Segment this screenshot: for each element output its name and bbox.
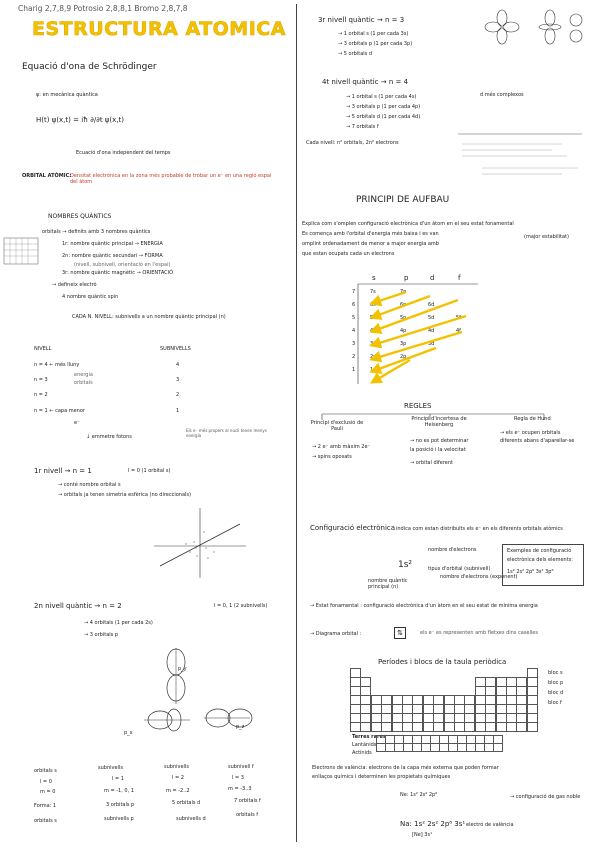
config-label: tipus d'orbital (subnivell) bbox=[428, 566, 491, 572]
periodic-cell bbox=[475, 722, 486, 732]
level2-title: 2n nivell quàntic → n = 2 bbox=[34, 602, 122, 610]
bottom-foot: orbitals s bbox=[34, 818, 57, 824]
rule-body: → els e⁻ ocupen orbitals bbox=[500, 430, 561, 436]
aufbau-arrows bbox=[356, 288, 486, 384]
level3-item: → 5 orbitals d bbox=[338, 51, 373, 57]
aufbau-level: 3 bbox=[352, 341, 356, 347]
periodic-cell bbox=[444, 722, 455, 732]
column-divider bbox=[296, 4, 297, 842]
aufbau-level: 2 bbox=[352, 354, 356, 360]
equation-caption: Ecuació d'ona independent del temps bbox=[76, 150, 171, 156]
level1-sub: l = 0 (1 orbital s) bbox=[128, 468, 171, 474]
bottom-foot: orbitals f bbox=[236, 812, 259, 818]
aufbau-level: 6 bbox=[352, 302, 356, 308]
periodic-cell bbox=[485, 722, 496, 732]
periodic-table bbox=[350, 668, 538, 732]
level4-item: → 3 orbitals p (1 per cada 4p) bbox=[346, 104, 421, 110]
aufbau-line: Explica com s'omplen configuració electrònica d'un àtom en el seu estat fonamental bbox=[302, 221, 514, 227]
bottom-col-n: m = 0 bbox=[40, 789, 56, 795]
aufbau-orbital: 4s bbox=[370, 328, 376, 334]
level2-item: → 4 orbitals (1 per cada 2s) bbox=[84, 620, 153, 626]
bottom-col-n: m = -1, 0, 1 bbox=[104, 788, 134, 794]
aufbau-orbital: 1s bbox=[370, 367, 376, 373]
d-orbitals-diagram bbox=[482, 8, 590, 46]
table-row-level: n = 3 bbox=[34, 377, 48, 383]
periodic-cell bbox=[350, 722, 361, 732]
table-side-2: orbitals bbox=[74, 380, 93, 386]
periodic-grid-icon bbox=[4, 238, 38, 264]
sodium-sub: [Ne] 3s¹ bbox=[412, 832, 433, 838]
table-header-level: NIVELL bbox=[34, 346, 52, 352]
schrodinger-equation: H(t) ψ(x,t) = iħ ∂/∂t ψ(x,t) bbox=[36, 116, 124, 124]
bottom-col-d: 7 orbitals f bbox=[234, 798, 261, 804]
level1-item: → orbitals ja tenen simetria esfèrica (no direccionals) bbox=[58, 492, 191, 498]
periodic-foot: Terres rares bbox=[352, 734, 386, 740]
aufbau-orbital: 5d bbox=[428, 315, 435, 321]
bottom-col-d: 5 orbitals d bbox=[172, 800, 201, 806]
periodic-cell bbox=[371, 722, 382, 732]
aufbau-orbital: 3p bbox=[400, 341, 407, 347]
aufbau-orbital: 6d bbox=[428, 302, 435, 308]
table-side-3: e⁻ bbox=[74, 420, 80, 426]
bottom-foot: subnivells d bbox=[176, 816, 206, 822]
bottom-col-head: subnivells bbox=[164, 764, 189, 770]
rule-title: Principi d'exclusió de Pauli bbox=[310, 420, 364, 433]
rule-body: → no es pot determinar bbox=[410, 438, 469, 444]
lanthanide-rows bbox=[376, 735, 506, 753]
periodic-cell bbox=[392, 722, 403, 732]
aufbau-orbital: 4f bbox=[456, 328, 461, 334]
periodic-cell bbox=[454, 722, 465, 732]
aufbau-line: omplint ordenadament de menor a major energia amb bbox=[302, 241, 439, 247]
level4-side: d més complexos bbox=[480, 92, 524, 98]
sodium-note: electró de valència bbox=[466, 822, 514, 828]
bottom-col-val: l = 0 bbox=[40, 779, 52, 785]
aufbau-orbital: 6s bbox=[370, 302, 376, 308]
electron-note: → defineix electró bbox=[52, 282, 97, 288]
periodic-cell bbox=[381, 722, 392, 732]
diag-col-s: s bbox=[372, 274, 376, 282]
sodium-example: Na: 1s² 2s² 2p⁶ 3s¹ bbox=[400, 820, 466, 828]
s-orbital-diagram bbox=[150, 506, 250, 580]
aufbau-orbital: 2s bbox=[370, 354, 376, 360]
bottom-col-head: subnivell f bbox=[228, 764, 254, 770]
orbital-diagram-note: els e⁻ es representen amb fletxes dins caselles bbox=[420, 630, 538, 636]
periodic-cell bbox=[402, 722, 413, 732]
diag-col-f: f bbox=[458, 274, 461, 282]
level4-rule: Cada nivell: n² orbitals, 2n² electrons bbox=[306, 140, 399, 146]
aufbau-orbital: 4d bbox=[428, 328, 435, 334]
table-header-sub: SUBNIVELLS bbox=[160, 346, 191, 352]
bottom-col-n: m = -3..3 bbox=[228, 786, 252, 792]
level1-title: 1r nivell → n = 1 bbox=[34, 467, 92, 475]
level4-title: 4t nivell quàntic → n = 4 bbox=[322, 78, 409, 86]
aufbau-level: 1 bbox=[352, 367, 356, 373]
quantum-title: NOMBRES QUÀNTICS bbox=[48, 213, 112, 220]
orbital-def-label: ORBITAL ATÒMIC: bbox=[22, 173, 72, 179]
level1-item: → conté nombre orbital s bbox=[58, 482, 121, 488]
aufbau-side: (major estabilitat) bbox=[524, 234, 569, 240]
aufbau-orbital: 6p bbox=[400, 302, 407, 308]
diag-col-p: p bbox=[404, 274, 409, 282]
aufbau-orbital: 5p bbox=[400, 315, 407, 321]
rule-body: diferents abans d'aparellar-se bbox=[500, 438, 575, 444]
valence-line: enllaços químics i determinen les propietats químiques bbox=[312, 774, 451, 780]
rule-body: → spins oposats bbox=[312, 454, 352, 460]
bottom-col-val: l = 2 bbox=[172, 775, 184, 781]
aufbau-orbital: 5s bbox=[370, 315, 376, 321]
aufbau-title: PRINCIPI DE AUFBAU bbox=[356, 195, 450, 205]
p-orbitals-diagram bbox=[140, 648, 250, 738]
aufbau-orbital: 5f bbox=[456, 315, 461, 321]
periodic-cell bbox=[412, 722, 423, 732]
periodic-cell bbox=[516, 722, 527, 732]
periodic-foot: Actínids bbox=[352, 750, 372, 756]
aufbau-orbital: 2p bbox=[400, 354, 407, 360]
config-example: 1s² bbox=[398, 560, 413, 570]
orbital-label-pz: p_z bbox=[236, 724, 245, 730]
periodic-cell bbox=[493, 743, 503, 752]
periodic-cell bbox=[423, 722, 434, 732]
diag-col-d: d bbox=[430, 274, 435, 282]
rule-body: → 2 e⁻ amb màxim 2e⁻ bbox=[312, 444, 371, 450]
level4-item: → 7 orbitals f bbox=[346, 124, 379, 130]
config-box: Exemples de configuració electrònica dels elements: 1s² 2s² 2p⁶ 3s² 3p⁶ bbox=[502, 544, 584, 586]
aufbau-orbital: 7p bbox=[400, 289, 407, 295]
orbital-label-px: p_x bbox=[124, 730, 133, 736]
table-row-level: n = 1 ← capa menor bbox=[34, 408, 85, 414]
level2-item: → 3 orbitals p bbox=[84, 632, 119, 638]
rule-title: Regla de Hund bbox=[514, 416, 551, 422]
periodic-side: bloc s bbox=[548, 670, 563, 676]
periodic-side: bloc p bbox=[548, 680, 564, 686]
table-row-level: n = 2 bbox=[34, 392, 48, 398]
spin-note: 4 nombre quàntic spin bbox=[62, 294, 119, 300]
table-row-sub: 4 bbox=[176, 362, 180, 368]
qn-subnote: (nivell, subnivell, orientació en l'espai) bbox=[74, 262, 171, 268]
config-text: indica com estan distribuïts els e⁻ en els diferents orbitals atòmics bbox=[396, 526, 563, 532]
periodic-foot: Lantànids bbox=[352, 742, 377, 748]
aufbau-line: Es comença amb l'orbital d'energia més baixa i es van bbox=[302, 231, 439, 237]
config-label: nombre quàntic principal (n) bbox=[368, 578, 408, 591]
table-row-sub: 2 bbox=[176, 392, 180, 398]
notes-box bbox=[452, 128, 588, 188]
rule-body: la posició i la velocitat bbox=[410, 447, 466, 453]
orbitals-intro: orbitals → definits amb 3 nombres quàntics bbox=[42, 229, 151, 235]
level2-sub: l = 0, 1 (2 subnivells) bbox=[214, 603, 268, 609]
table-row-sub: 1 bbox=[176, 408, 180, 414]
noble-note: → configuració de gas noble bbox=[510, 794, 581, 800]
header-nav-line: Charig 2,7,8,9 Potrosio 2,8,8,1 Bromo 2,8,7,8 bbox=[18, 4, 188, 13]
equation-note: ψ: en mecànica quàntica bbox=[36, 92, 98, 98]
periodic-cell bbox=[496, 722, 507, 732]
aufbau-line: que estan ocupats cada un electrons bbox=[302, 251, 395, 257]
rule-body: → orbital diferent bbox=[410, 460, 454, 466]
aufbau-orbital: 3s bbox=[370, 341, 376, 347]
rule-title: Principi d'incertesa de Heisenberg bbox=[411, 416, 467, 429]
config-label: nombre d'electrons bbox=[428, 547, 477, 553]
periodic-cell bbox=[464, 722, 475, 732]
bottom-col-n: m = -2..2 bbox=[166, 788, 190, 794]
bottom-col-val: l = 1 bbox=[112, 776, 124, 782]
table-row-level: n = 4 ← més lluny bbox=[34, 362, 80, 368]
page-title: ESTRUCTURA ATOMICA bbox=[32, 18, 286, 40]
aufbau-orbital: 7s bbox=[370, 289, 376, 295]
level3-title: 3r nivell quàntic → n = 3 bbox=[318, 16, 405, 24]
level3-item: → 1 orbital s (1 per cada 3s) bbox=[338, 31, 409, 37]
bottom-foot: subnivells p bbox=[104, 816, 134, 822]
periodic-title: Períodes i blocs de la taula periòdica bbox=[378, 658, 507, 666]
orbital-label-py: p_y bbox=[178, 666, 187, 672]
schrodinger-title: Equació d'ona de Schrödinger bbox=[22, 62, 157, 72]
state-line: → Estat fonamental : configuració electrònica d'un àtom en el seu estat de mínima energia bbox=[310, 603, 538, 609]
aufbau-level: 4 bbox=[352, 328, 356, 334]
table-row-sub: 3 bbox=[176, 377, 180, 383]
orbital-diagram-label: → Diagrama orbital : bbox=[310, 631, 362, 637]
config-title: Configuració electrònica bbox=[310, 524, 396, 532]
rules-title: REGLES bbox=[404, 402, 432, 410]
level4-item: → 5 orbitals d (1 per cada 4d) bbox=[346, 114, 421, 120]
periodic-cell bbox=[527, 722, 538, 732]
qn-item-1: 1r: nombre quàntic principal → ENERGIA bbox=[62, 241, 163, 247]
valence-line: Electrons de valència: electrons de la capa més externa que poden formar bbox=[312, 765, 499, 771]
bottom-col-val: l = 3 bbox=[232, 775, 244, 781]
noble-example: Ne: 1s² 2s² 2p⁶ bbox=[400, 792, 438, 798]
bottom-col-head: subnivells bbox=[98, 765, 123, 771]
aufbau-level: 7 bbox=[352, 289, 356, 295]
orbital-box-icon: ⇅ bbox=[394, 627, 406, 639]
table-side-note: Els e⁻ més propers al nucli tenen menys energia bbox=[186, 428, 267, 438]
table-side-1: energia bbox=[74, 372, 93, 378]
qn-item-2: 2n: nombre quàntic secundari → FORMA bbox=[62, 253, 163, 259]
table-caption: CADA N. NIVELL: subnivells a un nombre quàntic principal (n) bbox=[72, 314, 226, 320]
qn-item-3: 3r: nombre quàntic magnètic → ORIENTACIÓ bbox=[62, 270, 174, 276]
orbital-definition: Densitat electrònica en la zona més probable de trobar un e⁻ en una regió espai del àtom bbox=[70, 173, 272, 186]
aufbau-level: 5 bbox=[352, 315, 356, 321]
periodic-cell bbox=[506, 722, 517, 732]
periodic-cell bbox=[433, 722, 444, 732]
bottom-col-head: orbitals s bbox=[34, 768, 57, 774]
aufbau-orbital: 4p bbox=[400, 328, 407, 334]
periodic-cell bbox=[360, 722, 371, 732]
periodic-side: bloc d bbox=[548, 690, 564, 696]
aufbau-orbital: 3d bbox=[428, 341, 435, 347]
table-bottom-note: ↓ emmetre fotons bbox=[86, 434, 132, 440]
level3-item: → 3 orbitals p (1 per cada 3p) bbox=[338, 41, 413, 47]
config-label: nombre d'electrons (exponent) bbox=[440, 574, 518, 580]
bottom-col-d: 3 orbitals p bbox=[106, 802, 135, 808]
bottom-col-d: Forma: 1 bbox=[34, 803, 57, 809]
periodic-side: bloc f bbox=[548, 700, 562, 706]
level4-item: → 1 orbital s (1 per cada 4s) bbox=[346, 94, 417, 100]
